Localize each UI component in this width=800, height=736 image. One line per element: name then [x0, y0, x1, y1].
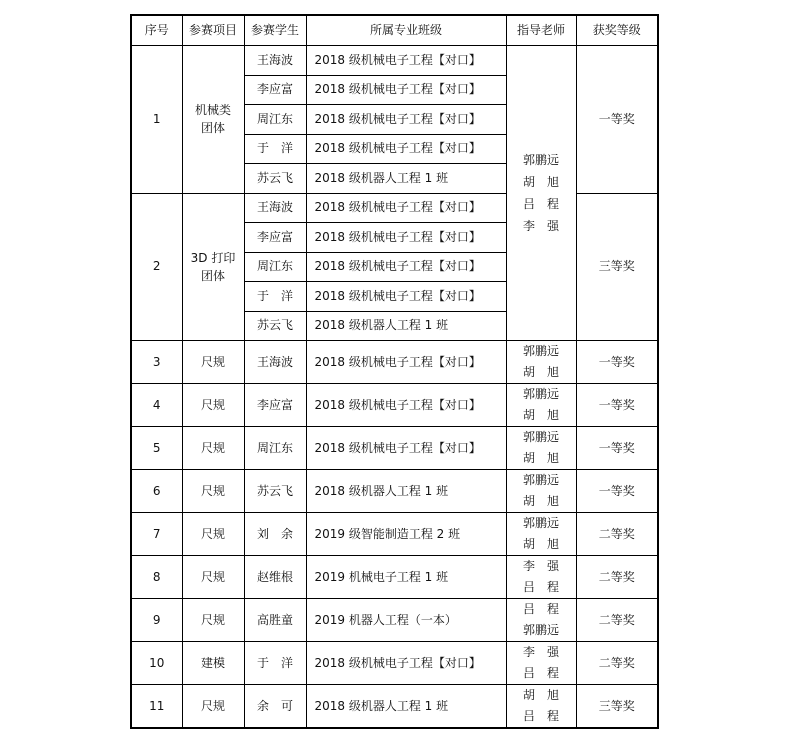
project-name: 尺规 [182, 470, 244, 513]
award-level: 一等奖 [576, 427, 658, 470]
header-student: 参赛学生 [244, 15, 306, 46]
table-row [131, 556, 658, 599]
class-name: 2018 级机械电子工程【对口】 [306, 282, 506, 312]
class-name: 2018 级机械电子工程【对口】 [306, 134, 506, 164]
entry-number: 7 [131, 513, 182, 556]
award-level: 二等奖 [576, 599, 658, 642]
stack-line: 机械类 [194, 103, 231, 118]
student-name: 高胜童 [244, 599, 306, 642]
class-name: 2018 级机械电子工程【对口】 [306, 193, 506, 223]
student-name: 王海波 [244, 193, 306, 223]
header-project: 参赛项目 [182, 15, 244, 46]
class-name: 2018 级机械电子工程【对口】 [306, 252, 506, 282]
class-name: 2019 机械电子工程 1 班 [306, 556, 506, 599]
header-row [131, 15, 658, 46]
stack-line: 吕 程 [522, 602, 559, 616]
award-level: 二等奖 [576, 556, 658, 599]
class-name: 2018 级机械电子工程【对口】 [306, 46, 506, 76]
table-row [131, 341, 658, 384]
table-row [131, 384, 658, 427]
project-name: 尺规 [182, 341, 244, 384]
stack-line: 李 强 [522, 559, 559, 573]
stack-line: 郭鹏远 [522, 516, 559, 530]
teachers [506, 46, 576, 341]
stack-line: 胡 旭 [522, 451, 559, 465]
teachers [506, 427, 576, 470]
entry-number: 5 [131, 427, 182, 470]
student-name: 王海波 [244, 341, 306, 384]
stack-line: 郭鹏远 [522, 473, 559, 487]
stack-line: 3D 打印 [190, 250, 236, 265]
project-name: 尺规 [182, 599, 244, 642]
project-name: 尺规 [182, 384, 244, 427]
stack-line: 吕 程 [522, 709, 559, 723]
student-name: 苏云飞 [244, 470, 306, 513]
stack-line: 郭鹏远 [522, 387, 559, 401]
stack-line: 吕 程 [522, 197, 559, 211]
award-level: 二等奖 [576, 513, 658, 556]
header-award: 获奖等级 [576, 15, 658, 46]
table-row [131, 513, 658, 556]
award-level: 一等奖 [576, 46, 658, 194]
entry-number: 6 [131, 470, 182, 513]
award-level: 一等奖 [576, 470, 658, 513]
stack-line: 胡 旭 [522, 365, 559, 379]
student-name: 余 可 [244, 685, 306, 729]
teachers [506, 341, 576, 384]
class-name: 2018 级机械电子工程【对口】 [306, 427, 506, 470]
stack-line: 郭鹏远 [522, 430, 559, 444]
award-table [130, 14, 659, 729]
table-row [131, 642, 658, 685]
table-row [131, 427, 658, 470]
class-name: 2019 级智能制造工程 2 班 [306, 513, 506, 556]
class-name: 2018 级机器人工程 1 班 [306, 685, 506, 729]
class-name: 2018 级机械电子工程【对口】 [306, 75, 506, 105]
project-name: 建模 [182, 642, 244, 685]
teachers [506, 384, 576, 427]
table-row [131, 470, 658, 513]
student-name: 李应富 [244, 223, 306, 253]
entry-number: 11 [131, 685, 182, 729]
project-name [182, 46, 244, 194]
student-name: 王海波 [244, 46, 306, 76]
class-name: 2018 级机器人工程 1 班 [306, 311, 506, 341]
stack-line: 胡 旭 [522, 494, 559, 508]
class-name: 2018 级机械电子工程【对口】 [306, 223, 506, 253]
student-name: 李应富 [244, 384, 306, 427]
entry-number: 1 [131, 46, 182, 194]
project-name [182, 193, 244, 341]
stack-line: 郭鹏远 [522, 153, 559, 167]
teachers [506, 470, 576, 513]
award-level: 一等奖 [576, 384, 658, 427]
stack-line: 胡 旭 [522, 408, 559, 422]
stack-line: 吕 程 [522, 666, 559, 680]
student-name: 于 洋 [244, 282, 306, 312]
stack-line: 李 强 [522, 645, 559, 659]
table-row [131, 685, 658, 729]
stack-line: 李 强 [522, 219, 559, 233]
project-name: 尺规 [182, 513, 244, 556]
stack-line: 郭鹏远 [522, 623, 559, 637]
award-level: 三等奖 [576, 685, 658, 729]
project-name: 尺规 [182, 685, 244, 729]
award-level: 二等奖 [576, 642, 658, 685]
student-name: 赵维根 [244, 556, 306, 599]
entry-number: 3 [131, 341, 182, 384]
class-name: 2018 级机械电子工程【对口】 [306, 642, 506, 685]
entry-number: 9 [131, 599, 182, 642]
stack-line: 团体 [200, 121, 225, 136]
student-name: 苏云飞 [244, 311, 306, 341]
entry-number: 2 [131, 193, 182, 341]
student-name: 刘 余 [244, 513, 306, 556]
project-name: 尺规 [182, 556, 244, 599]
stack-line: 吕 程 [522, 580, 559, 594]
table-row [131, 46, 658, 76]
stack-line: 郭鹏远 [522, 344, 559, 358]
student-name: 李应富 [244, 75, 306, 105]
teachers [506, 599, 576, 642]
class-name: 2018 级机器人工程 1 班 [306, 470, 506, 513]
table-body [131, 46, 658, 729]
award-level: 三等奖 [576, 193, 658, 341]
teachers [506, 513, 576, 556]
class-name: 2018 级机器人工程 1 班 [306, 164, 506, 194]
class-name: 2018 级机械电子工程【对口】 [306, 105, 506, 135]
student-name: 周江东 [244, 427, 306, 470]
header-teacher: 指导老师 [506, 15, 576, 46]
entry-number: 8 [131, 556, 182, 599]
teachers [506, 642, 576, 685]
stack-line: 胡 旭 [522, 175, 559, 189]
class-name: 2018 级机械电子工程【对口】 [306, 341, 506, 384]
table-row [131, 599, 658, 642]
class-name: 2019 机器人工程（一本） [306, 599, 506, 642]
header-no: 序号 [131, 15, 182, 46]
stack-line: 胡 旭 [522, 688, 559, 702]
header-class: 所属专业班级 [306, 15, 506, 46]
student-name: 周江东 [244, 252, 306, 282]
table-row [131, 193, 658, 223]
student-name: 周江东 [244, 105, 306, 135]
student-name: 于 洋 [244, 642, 306, 685]
project-name: 尺规 [182, 427, 244, 470]
teachers [506, 685, 576, 729]
class-name: 2018 级机械电子工程【对口】 [306, 384, 506, 427]
stack-line: 团体 [200, 268, 225, 283]
student-name: 苏云飞 [244, 164, 306, 194]
stack-line: 胡 旭 [522, 537, 559, 551]
teachers [506, 556, 576, 599]
entry-number: 10 [131, 642, 182, 685]
award-level: 一等奖 [576, 341, 658, 384]
student-name: 于 洋 [244, 134, 306, 164]
entry-number: 4 [131, 384, 182, 427]
